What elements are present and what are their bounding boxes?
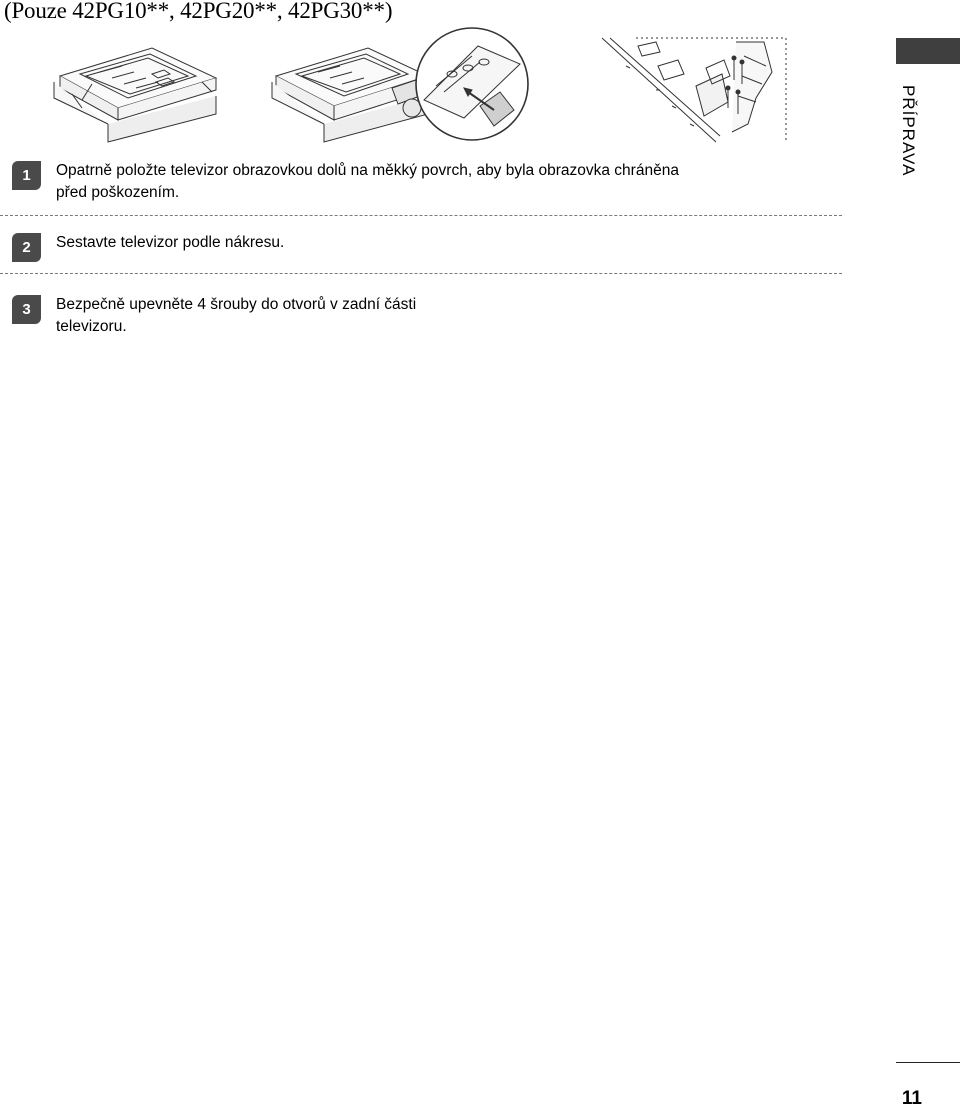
step-2 <box>12 232 842 262</box>
section-title: PŘÍPRAVA <box>899 85 918 177</box>
page-number: 11 <box>901 1088 922 1109</box>
screw-fixing-illustration <box>596 36 792 144</box>
step-text: Sestavte televizor podle nákresu. <box>56 234 285 251</box>
step-1 <box>12 160 842 204</box>
tv-facedown-illustration <box>52 38 222 150</box>
step-number-badge: 3 <box>12 295 41 324</box>
step-text: Opatrně položte televizor obrazovkou dolů na měkký povrch, aby byla obrazovka chráněna před poškozením. <box>56 162 679 201</box>
stand-assembly-illustration <box>268 26 532 150</box>
dashed-divider <box>0 273 842 274</box>
step-text: Bezpečně upevněte 4 šrouby do otvorů v zadní části televizoru. <box>56 296 417 335</box>
step-number-badge: 2 <box>12 233 41 262</box>
step-3 <box>12 294 842 338</box>
side-tab-label <box>880 76 936 186</box>
footer-rule <box>896 1062 960 1063</box>
model-title: (Pouze 42PG10**, 42PG20**, 42PG30**) <box>4 0 393 23</box>
side-tab-bar <box>896 38 960 64</box>
dashed-divider <box>0 215 842 216</box>
step-number-badge: 1 <box>12 161 41 190</box>
